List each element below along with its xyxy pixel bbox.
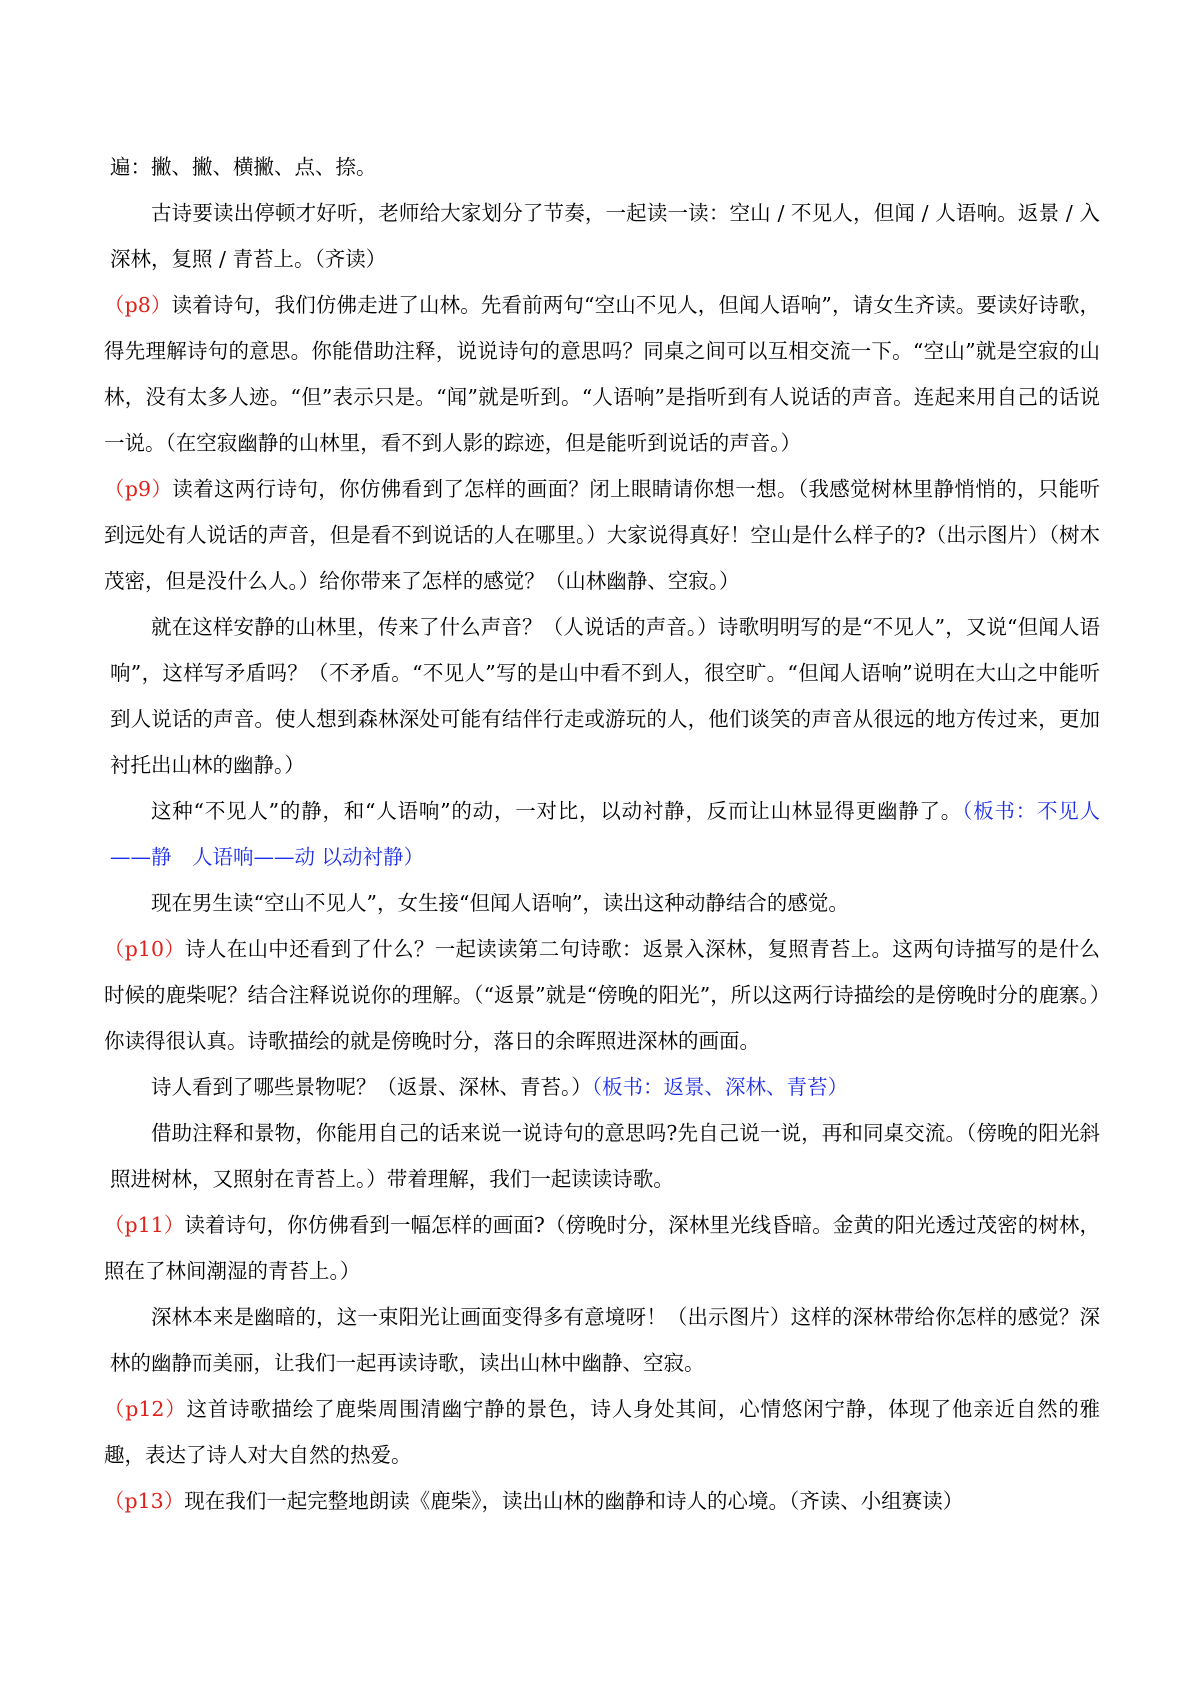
paragraph-text: 读着诗句，我们仿佛走进了山林。先看前两句“空山不见人，但闻人语响”，请女生齐读。要读好诗歌，得先理解诗句的意思。你能借助注释，说说诗句的意思吗？同桌之间可以互相交流一下。“空山”就是空寂的山林，没有太多人迹。“但”表示只是。“闻”就是听到。“人语响”是指听到有人说话的声音。连起来用自己的话说一说。（在空寂幽静的山林里，看不到人影的踪迹，但是能听到说话的声音。） <box>104 293 1100 455</box>
paragraph-p9 <box>104 466 1100 604</box>
paragraph-stroke-order <box>110 144 1100 190</box>
paragraph-text: 深林本来是幽暗的，这一束阳光让画面变得多有意境呀！（出示图片）这样的深林带给你怎样的感觉？深林的幽静而美丽，让我们一起再读诗歌，读出山林中幽静、空寂。 <box>110 1305 1100 1375</box>
paragraph-deep-forest <box>110 1294 1100 1386</box>
paragraph-text: 这首诗歌描绘了鹿柴周围清幽宁静的景色，诗人身处其间，心情悠闲宁静，体现了他亲近自然的雅趣，表达了诗人对大自然的热爱。 <box>104 1397 1100 1467</box>
paragraph-text: 读着这两行诗句，你仿佛看到了怎样的画面？闭上眼睛请你想一想。（我感觉树林里静悄悄的，只能听到远处有人说话的声音，但是看不到说话的人在哪里。）大家说得真好！空山是什么样子的?（出示图片）（树木茂密，但是没什么人。）给你带来了怎样的感觉？（山林幽静、空寂。） <box>104 477 1101 593</box>
paragraph-contrast <box>110 788 1100 880</box>
paragraph-p12 <box>104 1386 1100 1478</box>
slide-tag: （p8） <box>104 293 172 317</box>
paragraph-text: 借助注释和景物，你能用自己的话来说一说诗句的意思吗?先自己说一说，再和同桌交流。（傍晚的阳光斜照进树林，又照射在青苔上。）带着理解，我们一起读读诗歌。 <box>110 1121 1100 1191</box>
paragraph-text: 这种“不见人”的静，和“人语响”的动，一对比，以动衬静，反而让山林显得更幽静了。 <box>151 799 963 823</box>
paragraph-text: 就在这样安静的山林里，传来了什么声音？（人说话的声音。）诗歌明明写的是“不见人”，又说“但闻人语响”，这样写矛盾吗？（不矛盾。“不见人”写的是山中看不到人，很空旷。“但闻人语响”说明在大山之中能听到人说话的声音。使人想到森林深处可能有结伴行走或游玩的人，他们谈笑的声音从很远的地方传过来，更加衬托出山林的幽静。） <box>110 615 1100 777</box>
paragraph-boys-girls <box>110 880 1100 926</box>
paragraph-p10 <box>104 926 1100 1064</box>
paragraph-meaning <box>110 1110 1100 1202</box>
slide-tag: （p13） <box>104 1489 185 1513</box>
board-note: （板书：不见人——静 人语响——动 以动衬静） <box>110 799 1101 869</box>
slide-tag: （p11） <box>104 1213 185 1237</box>
slide-tag: （p12） <box>104 1397 187 1421</box>
document-body <box>104 144 1101 1524</box>
slide-tag: （p10） <box>104 937 186 961</box>
paragraph-text: 诗人在山中还看到了什么？一起读读第二句诗歌：返景入深林，复照青苔上。这两句诗描写的是什么时候的鹿柴呢？结合注释说说你的理解。（“返景”就是“傍晚的阳光”，所以这两行诗描绘的是傍晚时分的鹿寨。）你读得很认真。诗歌描绘的就是傍晚时分，落日的余晖照进深林的画面。 <box>104 937 1100 1053</box>
paragraph-sound <box>110 604 1100 788</box>
paragraph-p8 <box>104 282 1100 466</box>
paragraph-text: 诗人看到了哪些景物呢？（返景、深林、青苔。） <box>151 1075 592 1099</box>
paragraph-scenery <box>110 1064 1100 1110</box>
paragraph-text: 读着诗句，你仿佛看到一幅怎样的画面?（傍晚时分，深林里光线昏暗。金黄的阳光透过茂密的树林，照在了林间潮湿的青苔上。） <box>104 1213 1100 1283</box>
paragraph-p13 <box>104 1478 1100 1524</box>
board-note: （板书：返景、深林、青苔） <box>591 1075 848 1099</box>
paragraph-rhythm <box>110 190 1100 282</box>
paragraph-text: 现在我们一起完整地朗读《鹿柴》，读出山林的幽静和诗人的心境。（齐读、小组赛读） <box>184 1489 964 1513</box>
paragraph-text: 现在男生读“空山不见人”，女生接“但闻人语响”，读出这种动静结合的感觉。 <box>151 891 849 915</box>
slide-tag: （p9） <box>104 477 173 501</box>
paragraph-text: 遍：撇、撇、横撇、点、捺。 <box>110 155 377 179</box>
paragraph-text: 古诗要读出停顿才好听，老师给大家划分了节奏，一起读一读：空山 / 不见人，但闻 / 人语响。返景 / 入深林，复照 / 青苔上。（齐读） <box>110 201 1100 271</box>
paragraph-p11 <box>104 1202 1100 1294</box>
